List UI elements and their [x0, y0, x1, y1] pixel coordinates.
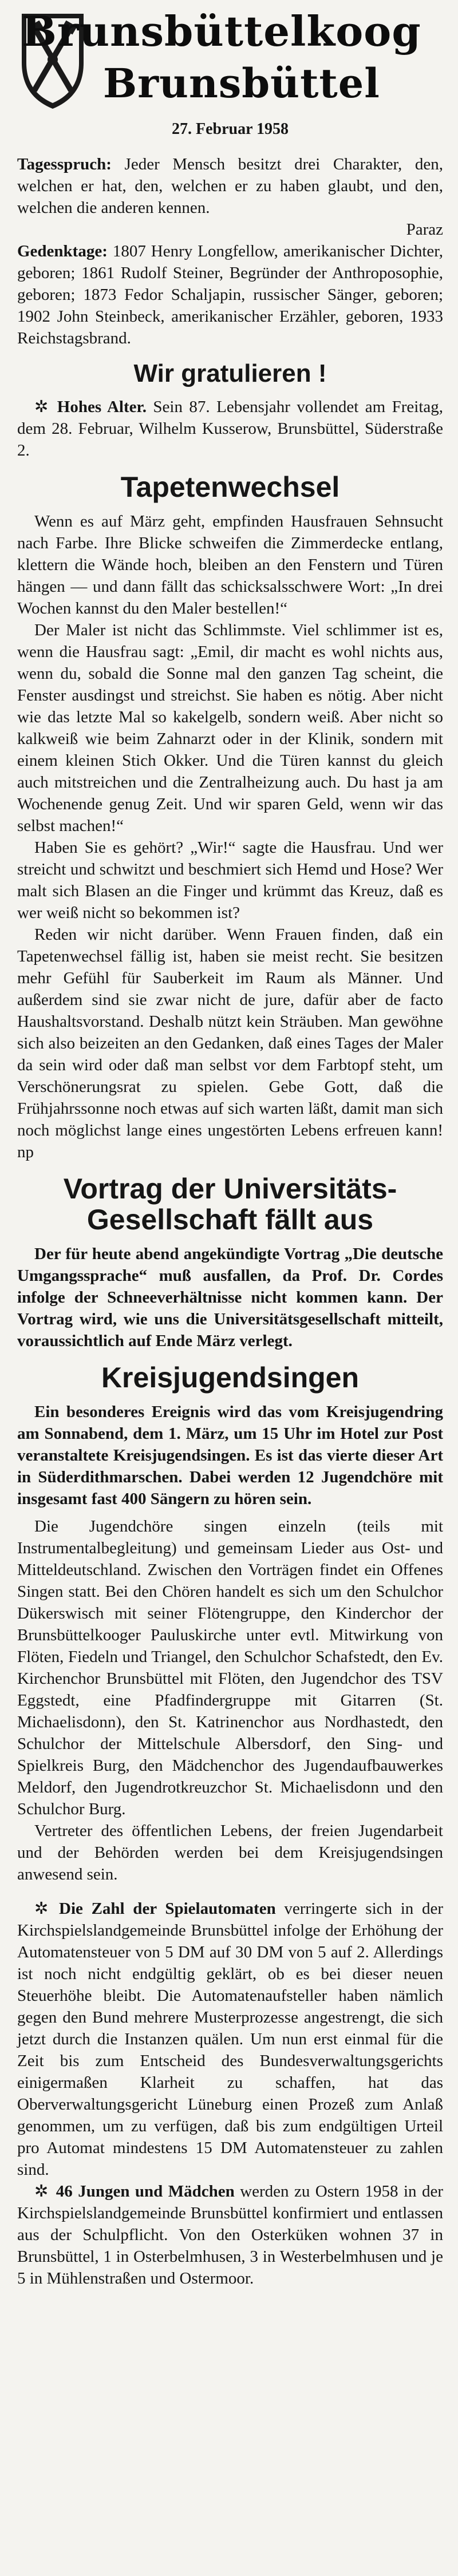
slot-machines-label: Die Zahl der Spielautomaten — [59, 1900, 276, 1918]
article-paragraph: Haben Sie es gehört? „Wir!“ sagte die Hausfrau. Und wer streicht und schwitzt und beschmiert sich Hemd und Hose? Wer malt sich Blasen an die Finger und krümmt das Kreuz, daß es wer weiß nicht so bekommen ist? — [17, 838, 443, 922]
congratulations-section — [17, 359, 443, 461]
issue-date: 27. Februar 1958 — [171, 120, 289, 138]
choir-article — [17, 1362, 443, 1885]
wallpaper-article — [17, 472, 443, 1163]
memorials-label: Gedenktage: — [17, 242, 108, 260]
choir-lead: Ein besonderes Ereignis wird das vom Kreisjugendring am Sonnabend, dem 1. März, um 15 Uhr im Hotel zur Post veranstaltete Kreisjugendsingen. Es ist das vierte dieser Art in Süderdithmarschen. Dabei werden 12 Jugendchöre mit insgesamt fast 400 Sängern zu hören sein. — [17, 1403, 443, 1508]
article-paragraph: Vertreter des öffentlichen Lebens, der freien Jugendarbeit und der Behörden werden bei dem Kreisjugendsingen anwesend sein. — [17, 1822, 443, 1883]
article-signature: np — [17, 1143, 34, 1161]
quote-label: Tagesspruch: — [17, 155, 112, 173]
confirmation-text: werden zu Ostern 1958 in der Kirchspielslandgemeinde Brunsbüttel konfirmiert und entlassen aus der Schulpflicht. Von den Osterküken wohnen 37 in Brunsbüttel, 1 in Osterbelmhusen, 3 in Westerbelmhusen und je 5 in Mühlenstraßen und Ostermoor. — [17, 2182, 444, 2288]
congratulations-heading: Wir gratulieren ! — [133, 359, 327, 387]
congrats-label: Hohes Alter. — [57, 398, 147, 416]
masthead-title-line2: Brunsbüttel — [103, 60, 380, 107]
masthead — [17, 7, 443, 116]
article-paragraph: Wenn es auf März geht, empfinden Hausfrauen Sehnsucht nach Farbe. Ihre Blicke schweifen die Zimmerdecke entlang, klettern die Wände hoch, bleiben an den Fenstern und Türen hängen — und dann fällt das schicksalsschwere Wort: „In drei Wochen kannst du den Maler bestellen!“ — [17, 512, 443, 618]
slot-machines-text: verringerte sich in der Kirchspielslandgemeinde Brunsbüttel infolge der Erhöhung der Automatensteuer von 5 DM auf 30 DM von 5 auf 2. Allerdings ist noch nicht endgültig geklärt, ob es bei dieser neuen Steuerhöhe bleibt. Die Automatenaufsteller haben nämlich gegen den Bund mehrere Musterprozesse angestrengt, die sich jetzt durch die Instanzen quälen. Um nun erst einmal für die Zeit bis zum Entscheid des Bundesverwaltungsgerichts einigermaßen Klarheit zu schaffen, hat das Oberverwaltungsgericht Lüneburg einen Prozeß zum Anlaß genommen, um zu verfügen, daß bis zum endgültigen Urteil pro Automat mindestens 15 DM Automatensteuer zu zahlen sind. — [17, 1900, 443, 2179]
daily-quote — [17, 153, 443, 240]
star-icon: ✲ — [34, 1900, 49, 1918]
quote-author: Paraz — [406, 220, 443, 239]
star-icon: ✲ — [34, 2182, 49, 2201]
choir-heading: Kreisjugendsingen — [101, 1362, 360, 1394]
masthead-title-line1: Brunsbüttelkoog — [22, 7, 421, 56]
article-paragraph: Die Jugendchöre singen einzeln (teils mit Instrumentalbegleitung) und gemeinsam Lieder aus Ost- und Mitteldeutschland. Zwischen den Vorträgen findet ein Offenes Singen statt. Bei den Chören handelt es sich um den Schulchor Dükerswisch mit seiner Flötengruppe, den Kinderchor der Brunsbüttelkooger Pauluskirche unter evtl. Mitwirkung von Flöten, Fiedeln und Triangel, den Schulchor Schafstedt, den Ev. Kirchenchor Brunsbüttel mit Flöten, den Jugendchor des TSV Eggstedt, eine Pfadfindergruppe mit Gitarren (St. Michaelisdonn), den St. Katrinenchor aus Nordhastedt, den Schulchor der Mittelschule Albersdorf, den Sing- und Spielkreis Burg, den Mädchenchor des Jugendaufbauwerkes Meldorf, den Jugendrotkreuzchor St. Michaelisdonn und den Schulchor Burg. — [17, 1517, 443, 1818]
lecture-text: Der für heute abend angekündigte Vortrag „Die deutsche Umgangssprache“ muß ausfallen, da Prof. Dr. Cordes infolge der Schneeverhältnisse nicht kommen kann. Der Vortrag wird, wie uns die Universitätsgesellschaft mitteilt, voraussichtlich auf Ende März verlegt. — [17, 1245, 443, 1350]
lecture-heading: Vortrag der Universitäts-Gesellschaft fällt aus — [63, 1173, 397, 1236]
memorial-days — [17, 240, 443, 349]
article-paragraph-text: Reden wir nicht darüber. Wenn Frauen finden, daß ein Tapetenwechsel fällig ist, haben sie meist recht. Sie besitzen mehr Gefühl für Sauberkeit im Raum als Männer. Und außerdem sind sie zwar nicht de jure, dafür aber de facto Haushaltsvorstand. Deshalb nützt kein Sträuben. Man gewöhne sich also beizeiten an den Gedanken, daß eines Tages der Maler da sein wird oder daß man selbst vor dem Farbtopf steht, um Verschönerungsrat zu spielen. Gebe Gott, daß die Frühjahrssonne noch etwas auf sich warten läßt, damit man sich noch möglichst lange eines ungestörten Lebens erfreuen kann! — [17, 925, 443, 1139]
slot-machines-note — [17, 1898, 443, 2181]
wallpaper-heading: Tapetenwechsel — [120, 471, 340, 503]
confirmation-note — [17, 2181, 443, 2289]
congrats-text: Sein 87. Lebensjahr vollendet am Freitag, dem 28. Februar, Wilhelm Kusserow, Brunsbüttel, Süderstraße 2. — [17, 398, 444, 460]
star-icon: ✲ — [34, 398, 49, 416]
lecture-article — [17, 1173, 443, 1352]
article-paragraph: Der Maler ist nicht das Schlimmste. Viel schlimmer ist es, wenn die Hausfrau sagt: „Emil, dir macht es wohl nichts aus, wenn du, sobald die Sonne mal den ganzen Tag scheint, die Fenster ausdingst und streichst. Sie haben es nötig. Aber nicht wie das letzte Mal so kakelgelb, sondern weiß. Aber nicht so kalkweiß wie beim Zahnarzt oder in der Klinik, sondern mit einem kleinen Stich Okker. Und die Türen kannst du gleich auch mitstreichen und die Zentralheizung auch. Du hast ja am Wochenende genug Zeit. Und wir sparen Geld, wenn wir das selbst machen!“ — [17, 621, 443, 835]
confirmation-label: 46 Jungen und Mädchen — [56, 2182, 235, 2201]
memorials-text: 1807 Henry Longfellow, amerikanischer Dichter, geboren; 1861 Rudolf Steiner, Begründer der Anthroposophie, geboren; 1873 Fedor Schaljapin, russischer Sänger, geboren; 1902 John Steinbeck, amerikanischer Erzähler, geboren, 1933 Reichstagsbrand. — [17, 242, 443, 347]
quote-text: Jeder Mensch besitzt drei Charakter, den, welchen er hat, den, welchen er zu haben glaubt, und den, welchen die anderen kennen. — [17, 155, 443, 217]
article-paragraph — [17, 924, 443, 1163]
